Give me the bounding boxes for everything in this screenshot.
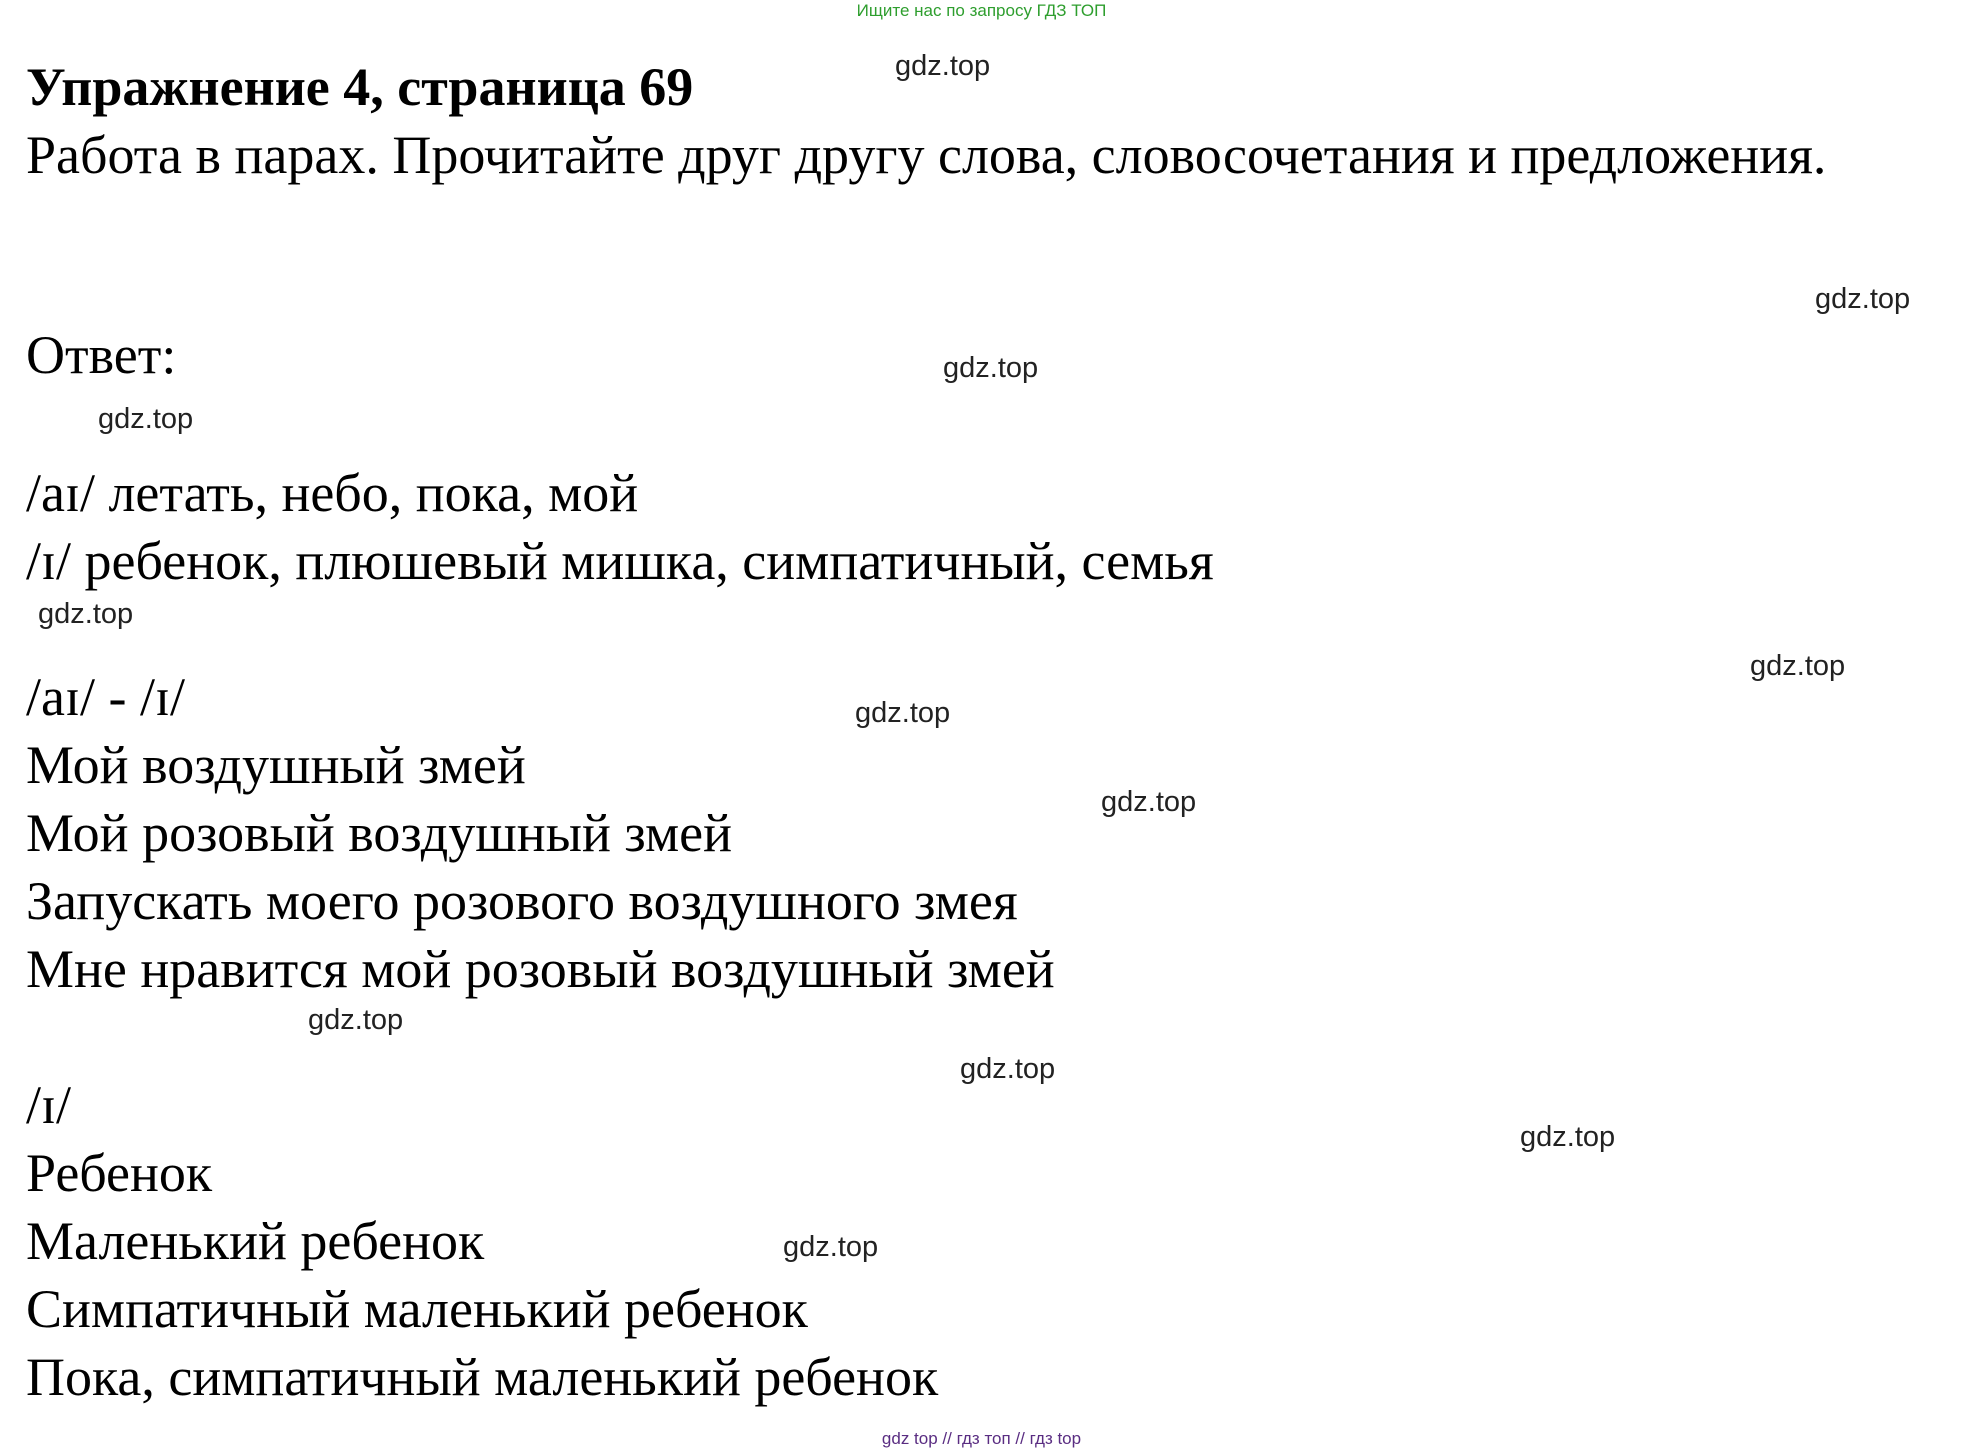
watermark: gdz.top: [1815, 283, 1911, 315]
watermark: gdz.top: [38, 598, 134, 630]
answer-line-2: /ɪ/ ребенок, плюшевый мишка, симпатичный, семья: [26, 531, 1214, 591]
watermark: gdz.top: [960, 1053, 1056, 1085]
watermark: gdz.top: [895, 50, 991, 82]
watermark: gdz.top: [1520, 1121, 1616, 1153]
answer-line-4: Мой воздушный змей: [26, 735, 526, 795]
answer-line-10: Маленький ребенок: [26, 1211, 485, 1271]
answer-line-6: Запускать моего розового воздушного змея: [26, 871, 1018, 931]
watermark: gdz.top: [783, 1231, 879, 1263]
footer-links: gdz top // гдз топ // гдз top: [881, 1429, 1082, 1448]
watermark: gdz.top: [1101, 786, 1197, 818]
top-banner: Ищите нас по запросу ГДЗ ТОП: [856, 1, 1107, 20]
answer-line-9: Ребенок: [26, 1143, 213, 1203]
watermark: gdz.top: [855, 697, 951, 729]
watermark: gdz.top: [98, 403, 194, 435]
answer-label: Ответ:: [26, 325, 177, 385]
answer-line-3: /aɪ/ - /ɪ/: [26, 667, 185, 727]
watermark: gdz.top: [1750, 650, 1846, 682]
answer-line-1: /aɪ/ летать, небо, пока, мой: [26, 463, 639, 523]
answer-line-7: Мне нравится мой розовый воздушный змей: [26, 939, 1055, 999]
watermark: gdz.top: [943, 352, 1039, 384]
exercise-title: Упражнение 4, страница 69: [26, 57, 694, 117]
answer-line-5: Мой розовый воздушный змей: [26, 803, 732, 863]
answer-line-11: Симпатичный маленький ребенок: [26, 1279, 808, 1339]
answer-line-12: Пока, симпатичный маленький ребенок: [26, 1347, 939, 1407]
answer-line-8: /ɪ/: [26, 1075, 72, 1135]
task-text: Работа в парах. Прочитайте друг другу слова, словосочетания и предложения.: [26, 125, 1827, 185]
watermark: gdz.top: [308, 1004, 404, 1036]
